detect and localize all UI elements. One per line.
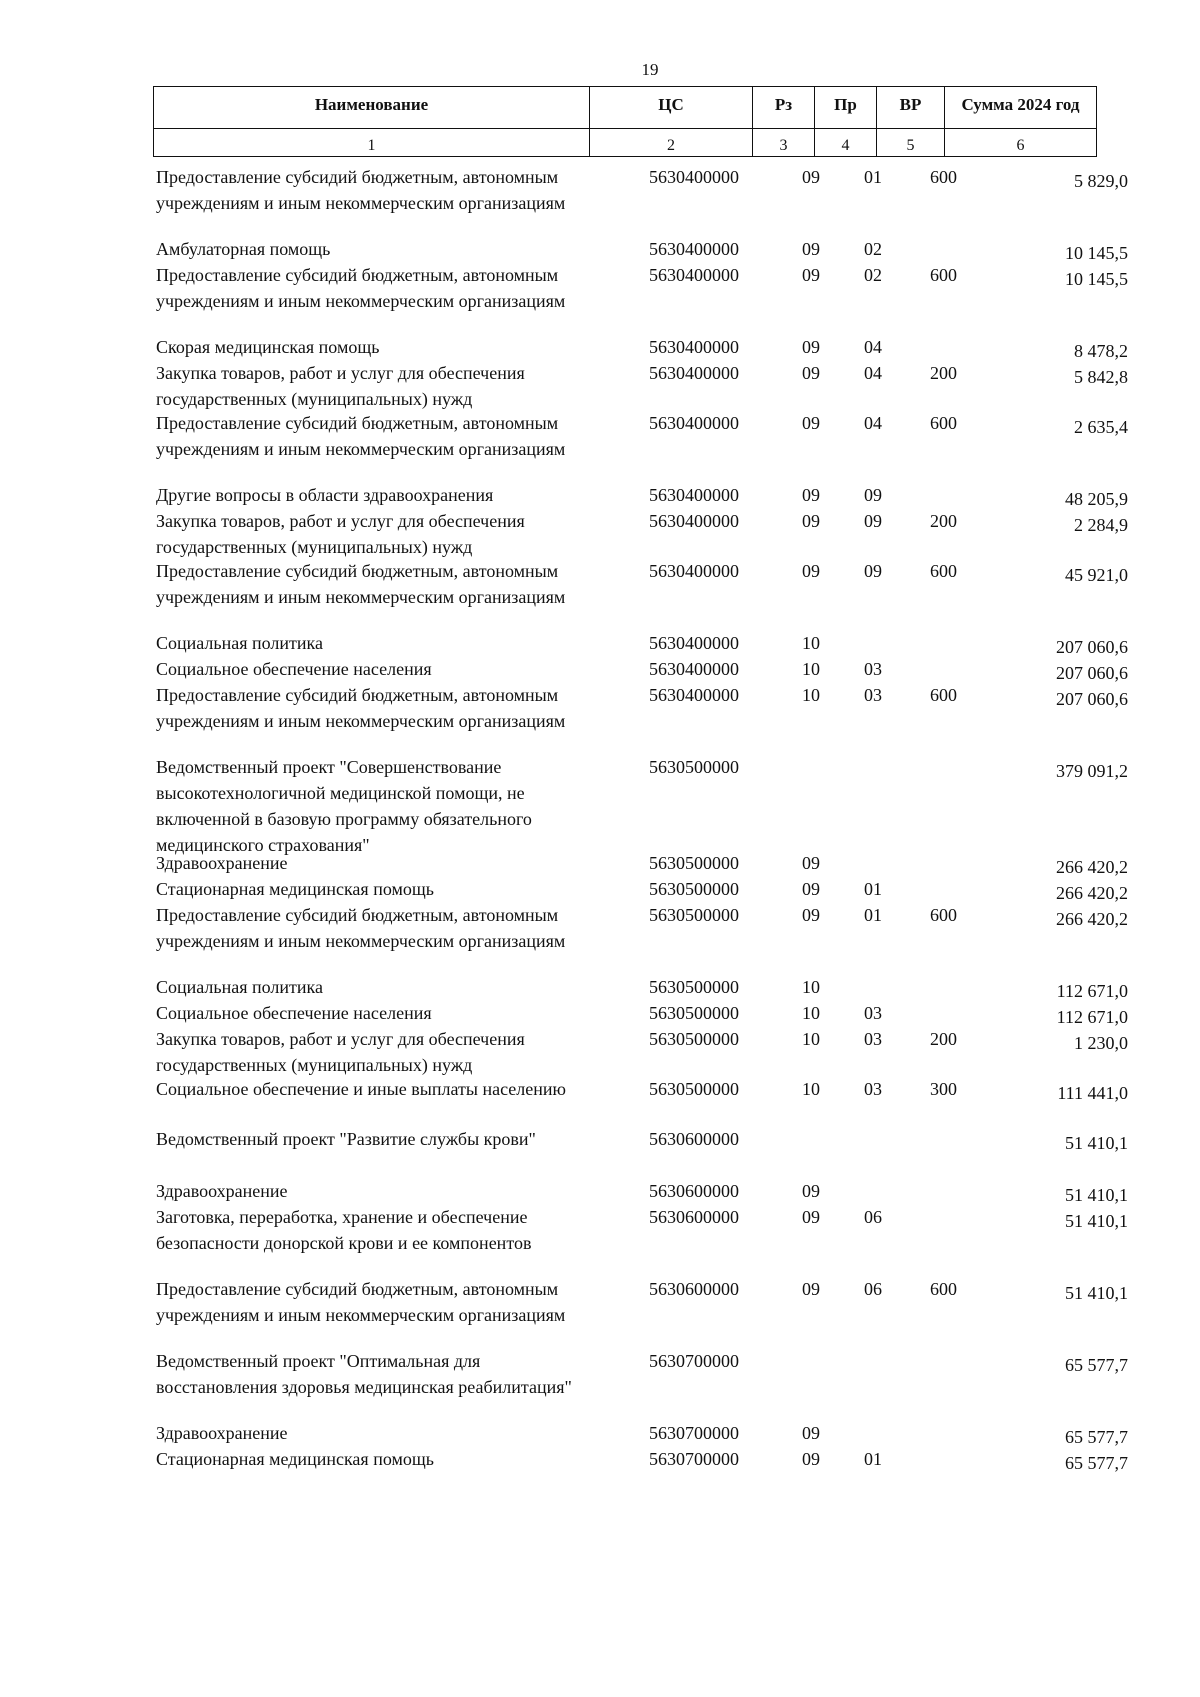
row-name: Здравоохранение xyxy=(156,1423,288,1443)
row-cs: 5630400000 xyxy=(649,485,739,505)
row-cs: 5630500000 xyxy=(649,1029,739,1049)
row-pr: 03 xyxy=(864,1029,882,1049)
row-pr: 03 xyxy=(864,685,882,705)
row-cs: 5630600000 xyxy=(649,1279,739,1299)
row-sum: 266 420,2 xyxy=(1056,909,1128,929)
row-rz: 09 xyxy=(802,561,820,581)
row-cs: 5630700000 xyxy=(649,1449,739,1469)
row-pr: 04 xyxy=(864,337,882,357)
row-cs: 5630700000 xyxy=(649,1351,739,1371)
row-rz: 09 xyxy=(802,511,820,531)
row-sum: 379 091,2 xyxy=(1056,761,1128,781)
row-pr: 04 xyxy=(864,363,882,383)
row-pr: 04 xyxy=(864,413,882,433)
row-cs: 5630700000 xyxy=(649,1423,739,1443)
row-sum: 111 441,0 xyxy=(1057,1083,1128,1103)
row-name: Здравоохранение xyxy=(156,1181,288,1201)
row-rz: 10 xyxy=(802,1029,820,1049)
row-name: Социальное обеспечение населения xyxy=(156,1003,432,1023)
row-name: Стационарная медицинская помощь xyxy=(156,1449,434,1469)
row-vr: 600 xyxy=(930,905,957,925)
row-cs: 5630400000 xyxy=(649,337,739,357)
row-sum: 1 230,0 xyxy=(1074,1033,1128,1053)
header-name: Наименование xyxy=(154,87,590,129)
row-name: Предоставление субсидий бюджетным, автономным учреждениям и иным некоммерческим организациям xyxy=(156,685,566,731)
row-pr: 06 xyxy=(864,1279,882,1299)
row-rz: 09 xyxy=(802,265,820,285)
row-name: Предоставление субсидий бюджетным, автономным учреждениям и иным некоммерческим организациям xyxy=(156,561,566,607)
row-sum: 65 577,7 xyxy=(1065,1355,1128,1375)
row-name: Ведомственный проект "Развитие службы крови" xyxy=(156,1129,536,1149)
row-rz: 09 xyxy=(802,239,820,259)
row-cs: 5630600000 xyxy=(649,1181,739,1201)
row-pr: 02 xyxy=(864,239,882,259)
row-name: Закупка товаров, работ и услуг для обеспечения государственных (муниципальных) нужд xyxy=(156,511,525,557)
row-name: Предоставление субсидий бюджетным, автономным учреждениям и иным некоммерческим организациям xyxy=(156,167,566,213)
row-sum: 266 420,2 xyxy=(1056,857,1128,877)
row-cs: 5630400000 xyxy=(649,685,739,705)
row-rz: 09 xyxy=(802,167,820,187)
header-rz: Рз xyxy=(753,87,815,129)
row-pr: 01 xyxy=(864,879,882,899)
row-sum: 2 635,4 xyxy=(1074,417,1128,437)
row-cs: 5630600000 xyxy=(649,1207,739,1227)
row-rz: 10 xyxy=(802,1079,820,1099)
row-pr: 03 xyxy=(864,659,882,679)
row-rz: 09 xyxy=(802,485,820,505)
row-sum: 112 671,0 xyxy=(1056,1007,1128,1027)
row-sum: 51 410,1 xyxy=(1065,1211,1128,1231)
row-cs: 5630500000 xyxy=(649,879,739,899)
row-sum: 5 829,0 xyxy=(1074,171,1128,191)
row-sum: 65 577,7 xyxy=(1065,1427,1128,1447)
row-cs: 5630400000 xyxy=(649,363,739,383)
row-name: Предоставление субсидий бюджетным, автономным учреждениям и иным некоммерческим организациям xyxy=(156,1279,566,1325)
row-rz: 09 xyxy=(802,905,820,925)
row-sum: 65 577,7 xyxy=(1065,1453,1128,1473)
row-sum: 207 060,6 xyxy=(1056,637,1128,657)
row-name: Социальная политика xyxy=(156,633,323,653)
row-name: Социальное обеспечение населения xyxy=(156,659,432,679)
row-cs: 5630400000 xyxy=(649,265,739,285)
row-sum: 51 410,1 xyxy=(1065,1185,1128,1205)
row-pr: 09 xyxy=(864,561,882,581)
row-vr: 600 xyxy=(930,561,957,581)
row-sum: 207 060,6 xyxy=(1056,689,1128,709)
row-sum: 51 410,1 xyxy=(1065,1283,1128,1303)
row-rz: 10 xyxy=(802,633,820,653)
row-sum: 112 671,0 xyxy=(1056,981,1128,1001)
row-rz: 09 xyxy=(802,1279,820,1299)
colnum-2: 2 xyxy=(590,129,753,157)
row-rz: 09 xyxy=(802,879,820,899)
row-pr: 09 xyxy=(864,511,882,531)
row-cs: 5630400000 xyxy=(649,511,739,531)
row-name: Ведомственный проект "Оптимальная для восстановления здоровья медицинская реабилитация" xyxy=(156,1351,572,1397)
row-pr: 03 xyxy=(864,1079,882,1099)
row-vr: 200 xyxy=(930,1029,957,1049)
row-name: Скорая медицинская помощь xyxy=(156,337,380,357)
row-name: Предоставление субсидий бюджетным, автономным учреждениям и иным некоммерческим организациям xyxy=(156,265,566,311)
row-cs: 5630400000 xyxy=(649,239,739,259)
row-rz: 10 xyxy=(802,1003,820,1023)
row-vr: 600 xyxy=(930,685,957,705)
row-cs: 5630500000 xyxy=(649,905,739,925)
row-cs: 5630400000 xyxy=(649,561,739,581)
row-rz: 09 xyxy=(802,1423,820,1443)
colnum-6: 6 xyxy=(945,129,1097,157)
row-name: Другие вопросы в области здравоохранения xyxy=(156,485,494,505)
row-name: Предоставление субсидий бюджетным, автономным учреждениям и иным некоммерческим организациям xyxy=(156,905,566,951)
row-cs: 5630500000 xyxy=(649,757,739,777)
row-cs: 5630500000 xyxy=(649,977,739,997)
row-sum: 51 410,1 xyxy=(1065,1133,1128,1153)
table-header xyxy=(153,86,1097,157)
header-cs: ЦС xyxy=(590,87,753,129)
row-sum: 207 060,6 xyxy=(1056,663,1128,683)
row-rz: 09 xyxy=(802,363,820,383)
row-rz: 09 xyxy=(802,1449,820,1469)
row-sum: 8 478,2 xyxy=(1074,341,1128,361)
row-name: Здравоохранение xyxy=(156,853,288,873)
row-sum: 10 145,5 xyxy=(1065,243,1128,263)
row-cs: 5630400000 xyxy=(649,659,739,679)
row-vr: 600 xyxy=(930,413,957,433)
row-pr: 01 xyxy=(864,167,882,187)
row-cs: 5630600000 xyxy=(649,1129,739,1149)
row-pr: 06 xyxy=(864,1207,882,1227)
row-vr: 600 xyxy=(930,265,957,285)
row-name: Закупка товаров, работ и услуг для обеспечения государственных (муниципальных) нужд xyxy=(156,1029,525,1075)
row-name: Социальная политика xyxy=(156,977,323,997)
row-cs: 5630500000 xyxy=(649,1003,739,1023)
row-rz: 09 xyxy=(802,1207,820,1227)
row-sum: 10 145,5 xyxy=(1065,269,1128,289)
row-name: Амбулаторная помощь xyxy=(156,239,331,259)
row-sum: 266 420,2 xyxy=(1056,883,1128,903)
row-cs: 5630400000 xyxy=(649,633,739,653)
row-cs: 5630400000 xyxy=(649,413,739,433)
row-rz: 10 xyxy=(802,977,820,997)
row-vr: 200 xyxy=(930,511,957,531)
row-rz: 09 xyxy=(802,1181,820,1201)
row-rz: 10 xyxy=(802,685,820,705)
row-cs: 5630500000 xyxy=(649,1079,739,1099)
row-pr: 01 xyxy=(864,1449,882,1469)
header-pr: Пр xyxy=(815,87,877,129)
row-name: Ведомственный проект "Совершенствование высокотехнологичной медицинской помощи, не включенной в базовую программу обязательного медицинского страхования" xyxy=(156,757,532,855)
colnum-1: 1 xyxy=(154,129,590,157)
row-pr: 01 xyxy=(864,905,882,925)
colnum-4: 4 xyxy=(815,129,877,157)
row-rz: 09 xyxy=(802,413,820,433)
row-sum: 2 284,9 xyxy=(1074,515,1128,535)
colnum-5: 5 xyxy=(877,129,945,157)
row-cs: 5630400000 xyxy=(649,167,739,187)
row-vr: 600 xyxy=(930,167,957,187)
row-sum: 5 842,8 xyxy=(1074,367,1128,387)
row-sum: 48 205,9 xyxy=(1065,489,1128,509)
header-sum: Сумма 2024 год xyxy=(945,87,1097,129)
header-vr: ВР xyxy=(877,87,945,129)
row-rz: 09 xyxy=(802,853,820,873)
row-pr: 02 xyxy=(864,265,882,285)
row-vr: 200 xyxy=(930,363,957,383)
colnum-3: 3 xyxy=(753,129,815,157)
row-vr: 600 xyxy=(930,1279,957,1299)
row-name: Закупка товаров, работ и услуг для обеспечения государственных (муниципальных) нужд xyxy=(156,363,525,409)
row-name: Заготовка, переработка, хранение и обеспечение безопасности донорской крови и ее компонентов xyxy=(156,1207,532,1253)
row-name: Предоставление субсидий бюджетным, автономным учреждениям и иным некоммерческим организациям xyxy=(156,413,566,459)
row-vr: 300 xyxy=(930,1079,957,1099)
row-name: Социальное обеспечение и иные выплаты населению xyxy=(156,1079,566,1099)
row-rz: 09 xyxy=(802,337,820,357)
row-pr: 03 xyxy=(864,1003,882,1023)
row-cs: 5630500000 xyxy=(649,853,739,873)
row-rz: 10 xyxy=(802,659,820,679)
row-sum: 45 921,0 xyxy=(1065,565,1128,585)
row-pr: 09 xyxy=(864,485,882,505)
page-number: 19 xyxy=(641,60,659,79)
row-name: Стационарная медицинская помощь xyxy=(156,879,434,899)
